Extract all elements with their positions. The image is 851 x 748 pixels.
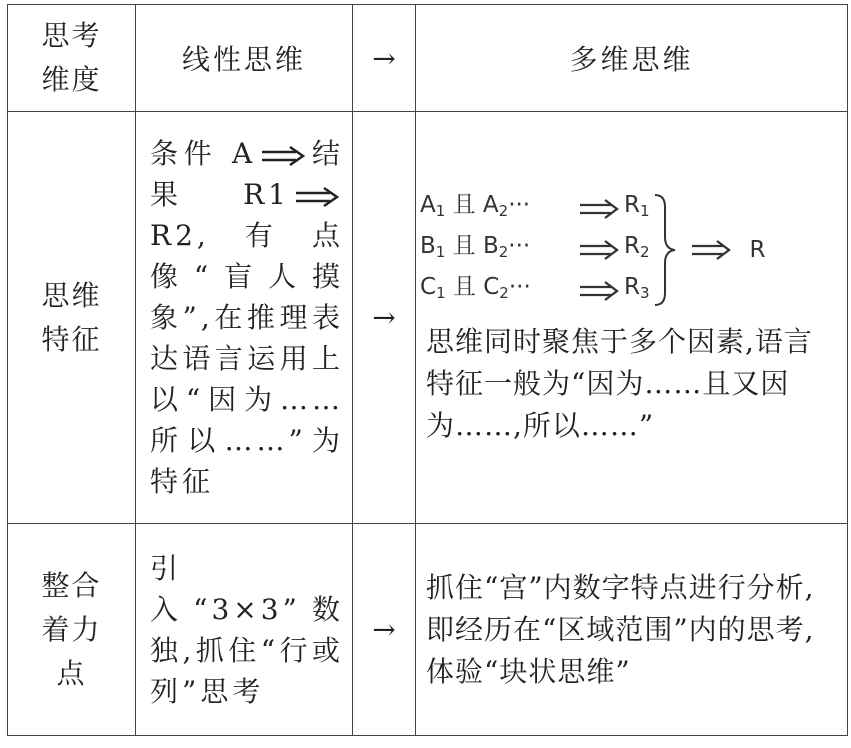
formula-sub: 2: [498, 243, 509, 261]
dimension-header-cell: [8, 5, 136, 112]
multi-factor-formula: [420, 188, 847, 311]
formula-row: [420, 229, 650, 270]
thinking-feature-row: [8, 112, 848, 524]
formula-var: B: [420, 233, 436, 259]
right-brace-icon: [652, 191, 678, 309]
formula-sub: 2: [639, 243, 650, 261]
formula-sub: 2: [498, 202, 509, 220]
linear-text-part3: R2,有点像“盲人摸象”,在推理表达语言运用上以“因为……所以……”为特征: [150, 219, 344, 498]
multi-text: 思维同时聚焦于多个因素,语言特征一般为“因为……且又因为……,所以……”: [426, 325, 813, 442]
formula-dots: ···: [508, 192, 531, 218]
formula-sub: 1: [435, 243, 446, 261]
arrow-symbol: →: [372, 301, 396, 334]
multi-cell: [416, 112, 848, 524]
double-arrow-icon: [690, 240, 732, 260]
formula-final: [686, 237, 766, 263]
linear-text-part2: 结果 R1: [150, 137, 344, 211]
dimension-cell: [8, 524, 136, 736]
multi-text: 抓住“宫”内数字特点进行分析,即经历在“区域范围”内的思考,体验“块状思维”: [426, 570, 815, 688]
formula-result: [624, 267, 650, 314]
formula-var: C: [420, 274, 437, 300]
linear-text-part1: 条件 A: [150, 137, 257, 170]
arrow-header-cell: [353, 5, 416, 112]
formula-and: 且: [445, 274, 484, 300]
linear-header: 线性思维: [181, 43, 306, 76]
dimension-header: 思考维度: [41, 19, 102, 96]
linear-text: [136, 133, 352, 502]
formula-row: [420, 188, 650, 229]
formula-dots: ···: [508, 274, 531, 300]
dimension-label: 思维特征: [41, 278, 102, 356]
formula-sub: 3: [639, 284, 650, 302]
dimension-label: 整合着力点: [41, 568, 102, 690]
formula-sub: 1: [435, 202, 446, 220]
formula-var: B: [482, 233, 499, 259]
formula-sub: 2: [499, 284, 509, 302]
linear-cell: [136, 524, 353, 736]
formula-var: A: [420, 192, 436, 218]
double-arrow-icon: [578, 240, 620, 260]
formula-var: A: [482, 192, 499, 218]
linear-cell: [136, 112, 353, 524]
multi-header-cell: [416, 5, 848, 112]
formula-conditions: [420, 185, 574, 232]
header-row: [8, 5, 848, 112]
formula-conditions: [420, 267, 574, 314]
double-arrow-icon: [578, 281, 620, 301]
integration-row: [8, 524, 848, 736]
multi-header: 多维思维: [569, 43, 694, 76]
arrow-symbol: →: [372, 613, 396, 646]
formula-var: C: [483, 274, 500, 300]
formula-conditions: [420, 226, 574, 273]
formula-row: [420, 270, 650, 311]
formula-and: 且: [445, 233, 483, 259]
linear-text: 引入“3×3”数独,抓住“行或列”思考: [150, 551, 344, 708]
formula-rows: [420, 188, 650, 311]
formula-sub: 1: [436, 284, 446, 302]
formula-final-result: R: [749, 236, 766, 263]
formula-dots: ···: [508, 233, 531, 259]
multi-cell: [416, 524, 848, 736]
double-arrow-icon: [578, 199, 620, 219]
formula-and: 且: [445, 192, 483, 218]
arrow-header: →: [372, 41, 396, 75]
formula-var: R: [624, 192, 640, 218]
arrow-cell: [353, 112, 416, 524]
double-arrow-icon: [294, 186, 340, 208]
double-arrow-icon: [260, 145, 306, 167]
comparison-table: [7, 4, 848, 736]
formula-sub: 1: [639, 202, 650, 220]
dimension-cell: [8, 112, 136, 524]
formula-var: R: [624, 233, 640, 259]
formula-result: [624, 185, 650, 232]
formula-result: [624, 226, 650, 273]
arrow-cell: [353, 524, 416, 736]
linear-header-cell: [136, 5, 353, 112]
formula-var: R: [624, 274, 640, 300]
